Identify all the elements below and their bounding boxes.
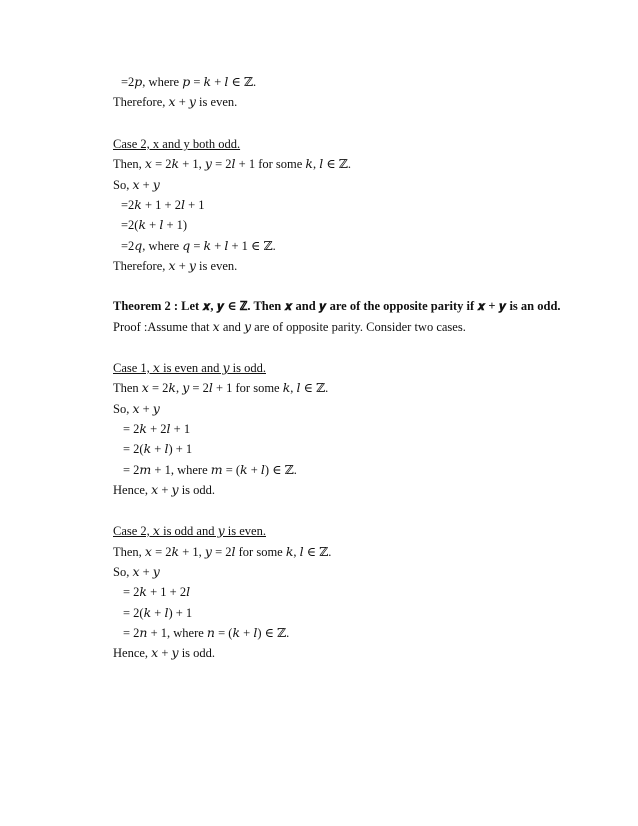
proof-line: Then, 𝑥 = 2𝑘 + 1, 𝑦 = 2𝑙 for some 𝑘, 𝑙 ∈ ℤ. [113,545,332,559]
proof-line: = 2(𝑘 + 𝑙) + 1 [123,606,193,620]
proof-intro: Proof :Assume that 𝑥 and 𝑦 are of opposite parity. Consider two cases. [113,320,466,334]
conclusion-line: Therefore, 𝑥 + 𝑦 is even. [113,259,238,273]
proof-line: = 2𝑘 + 2𝑙 + 1 [123,422,191,436]
conclusion-line: Hence, 𝑥 + 𝑦 is odd. [113,646,216,660]
proof-line: So, 𝑥 + 𝑦 [113,178,160,192]
proof-line: Then 𝑥 = 2𝑘, 𝑦 = 2𝑙 + 1 for some 𝑘, 𝑙 ∈ ℤ. [113,381,329,395]
proof-line: = 2(𝑘 + 𝑙) + 1 [123,442,193,456]
proof-line: =2(𝑘 + 𝑙 + 1) [121,218,188,232]
proof-line: Then, 𝑥 = 2𝑘 + 1, 𝑦 = 2𝑙 + 1 for some 𝑘, 𝑙 ∈ ℤ. [113,157,351,171]
proof-line: = 2𝑘 + 1 + 2𝑙 [123,585,191,599]
proof-line: = 2𝑛 + 1, where 𝑛 = (𝑘 + 𝑙) ∈ ℤ. [123,626,290,640]
proof-line: = 2𝑚 + 1, where 𝑚 = (𝑘 + 𝑙) ∈ ℤ. [123,463,297,477]
theorem-heading: Theorem 2 : Let 𝒙, 𝒚 ∈ ℤ. Then 𝒙 and 𝒚 are of the opposite parity if 𝒙 + 𝒚 is an odd. [113,299,561,313]
case-heading: Case 1, 𝑥 is even and 𝑦 is odd. [113,361,266,375]
proof-line: =2𝑞, where 𝑞 = 𝑘 + 𝑙 + 1 ∈ ℤ. [121,239,276,253]
proof-line: =2𝑘 + 1 + 2𝑙 + 1 [121,198,205,212]
conclusion-line: Therefore, 𝑥 + 𝑦 is even. [113,95,238,109]
proof-line: So, 𝑥 + 𝑦 [113,565,160,579]
proof-line: =2𝑝, where 𝑝 = 𝑘 + 𝑙 ∈ ℤ. [121,75,257,89]
case-heading: Case 2, 𝑥 is odd and 𝑦 is even. [113,524,266,538]
proof-line: So, 𝑥 + 𝑦 [113,402,160,416]
conclusion-line: Hence, 𝑥 + 𝑦 is odd. [113,483,216,497]
case-heading: Case 2, x and y both odd. [113,137,241,151]
